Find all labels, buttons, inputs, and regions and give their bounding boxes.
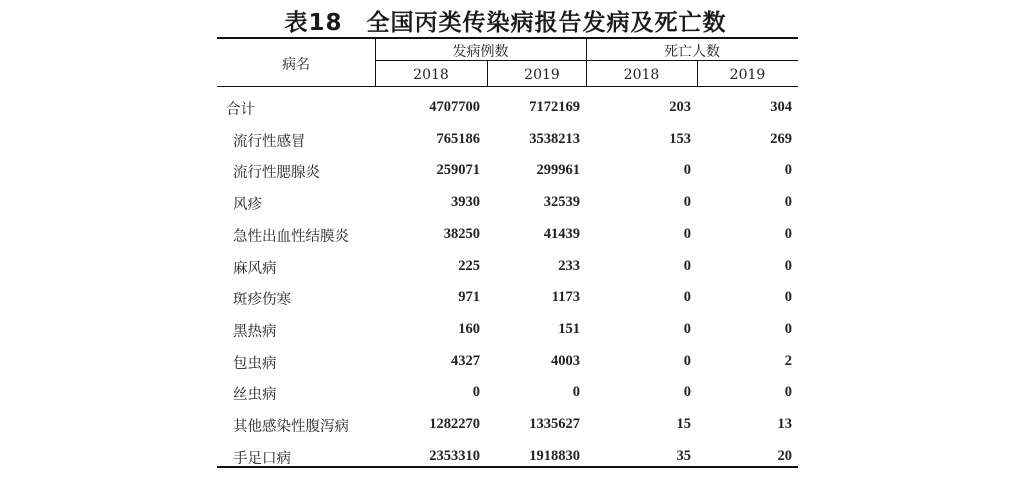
deaths-2018-value: 0: [683, 384, 691, 401]
cases-2019-value: 1335627: [529, 416, 580, 432]
header-year-cases-2018: 2018: [413, 67, 449, 83]
deaths-2018-value: 35: [676, 447, 691, 464]
deaths-2019-value: 0: [784, 257, 792, 274]
table-title: 表18 全国丙类传染病报告发病及死亡数: [284, 10, 727, 36]
cases-2018-value: 4327: [451, 352, 480, 369]
disease-name: 手足口病: [233, 450, 291, 467]
cases-2019-value: 32539: [543, 194, 580, 211]
cases-2019-value: 0: [572, 384, 580, 401]
cases-2019-value: 1173: [551, 289, 580, 306]
cases-2019-value: 4003: [551, 352, 580, 369]
disease-name: 黑热病: [233, 323, 277, 340]
disease-name: 麻风病: [233, 260, 277, 277]
cases-2019-value: 7172169: [529, 99, 580, 115]
deaths-2019-value: 0: [784, 289, 792, 306]
header-cases: 发病例数: [452, 44, 509, 60]
cases-2018-value: 765186: [436, 130, 480, 147]
disease-name: 包虫病: [233, 355, 277, 372]
disease-name: 斑疹伤寒: [233, 292, 291, 309]
disease-name: 风疹: [233, 197, 262, 214]
deaths-2018-value: 0: [683, 194, 691, 211]
cases-2018-value: 225: [458, 257, 480, 274]
cases-2018-value: 971: [458, 289, 480, 306]
header-deaths: 死亡人数: [664, 44, 720, 60]
header-year-cases-2019: 2019: [524, 67, 560, 83]
disease-name: 其他感染性腹泻病: [233, 419, 349, 435]
disease-name: 流行性腮腺炎: [233, 165, 320, 182]
deaths-2018-value: 0: [683, 162, 691, 179]
disease-name: 丝虫病: [233, 387, 277, 404]
deaths-2018-value: 153: [669, 130, 691, 147]
deaths-2019-value: 13: [777, 416, 792, 432]
deaths-2018-value: 0: [683, 320, 691, 337]
deaths-2018-value: 0: [683, 225, 691, 242]
bottom-rule: [217, 466, 798, 468]
deaths-2019-value: 269: [770, 130, 792, 147]
top-rule: [217, 37, 798, 39]
data-table: [217, 37, 798, 467]
cases-2018-value: 38250: [443, 225, 480, 242]
cases-2019-value: 151: [558, 320, 580, 337]
header-year-deaths-2018: 2018: [623, 67, 660, 83]
deaths-2019-value: 0: [784, 320, 792, 337]
deaths-2019-value: 0: [784, 384, 792, 401]
cases-2018-value: 0: [472, 384, 480, 401]
deaths-2018-value: 0: [683, 352, 691, 369]
deaths-2018-value: 0: [683, 257, 691, 274]
total-label: 合计: [226, 102, 255, 118]
cases-2018-value: 4707700: [429, 99, 480, 115]
cases-2019-value: 41439: [543, 225, 580, 242]
cases-2019-value: 233: [558, 257, 580, 274]
disease-name: 流行性感冒: [233, 133, 306, 150]
cases-2019-value: 3538213: [529, 130, 580, 147]
deaths-2019-value: 0: [784, 162, 792, 179]
header-disease: 病名: [282, 57, 310, 73]
cases-2018-value: 3930: [451, 194, 480, 211]
deaths-2018-value: 15: [676, 416, 691, 432]
deaths-2019-value: 20: [777, 447, 792, 464]
cases-2018-value: 1282270: [429, 416, 480, 432]
deaths-2018-value: 0: [683, 289, 691, 306]
header-rule: [217, 86, 798, 87]
deaths-2019-value: 2: [784, 352, 792, 369]
deaths-2019-value: 304: [770, 99, 792, 115]
cases-2018-value: 259071: [436, 162, 480, 179]
deaths-2019-value: 0: [784, 194, 792, 211]
cases-2019-value: 299961: [536, 162, 580, 179]
deaths-2019-value: 0: [784, 225, 792, 242]
deaths-2018-value: 203: [669, 99, 691, 115]
cases-2019-value: 1918830: [529, 447, 580, 464]
cases-2018-value: 2353310: [429, 447, 480, 464]
disease-name: 急性出血性结膜炎: [233, 228, 349, 245]
header-year-deaths-2019: 2019: [729, 67, 766, 83]
cases-2018-value: 160: [458, 320, 480, 337]
